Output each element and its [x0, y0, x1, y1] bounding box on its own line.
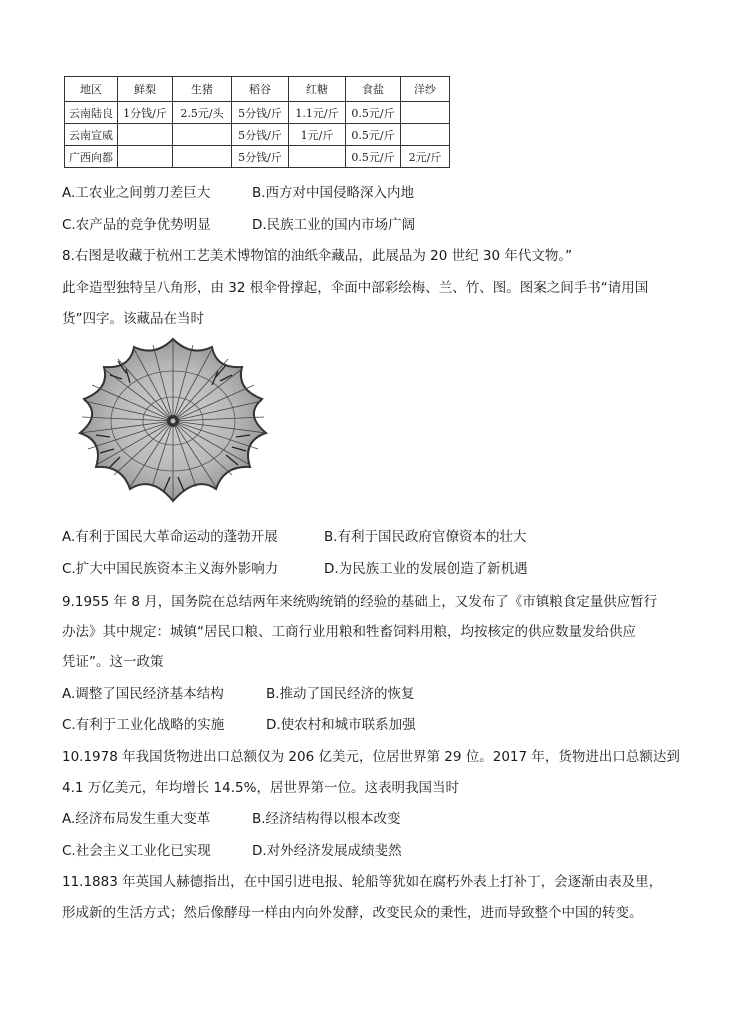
price-table — [64, 76, 450, 168]
table-cell — [289, 146, 346, 168]
table-cell: 云南宣威 — [65, 124, 118, 146]
header-cell: 地区 — [65, 77, 118, 102]
table-row — [65, 124, 450, 146]
table-row — [65, 102, 450, 124]
header-cell: 鲜梨 — [118, 77, 173, 102]
header-cell: 食盐 — [346, 77, 401, 102]
table-cell: 0.5元/斤 — [346, 102, 401, 124]
table-cell: 广西向都 — [65, 146, 118, 168]
q8-option-a[interactable]: A.有利于国民大革命运动的蓬勃开展 — [62, 529, 278, 545]
table-header-row — [65, 77, 450, 102]
table-cell — [173, 146, 232, 168]
q11-stem-line-1: 11.1883 年英国人赫德指出，在中国引进电报、轮船等犹如在腐朽外表上打补丁，会逐渐由表及里， — [62, 874, 663, 890]
q10-option-d[interactable]: D.对外经济发展成绩斐然 — [252, 843, 402, 859]
table-cell: 5分钱/斤 — [232, 124, 289, 146]
q8-stem-line-3: 货”四字。该藏品在当时 — [62, 311, 204, 327]
table-cell: 云南陆良 — [65, 102, 118, 124]
q8-option-d[interactable]: D.为民族工业的发展创造了新机遇 — [324, 561, 528, 577]
table-cell: 1元/斤 — [289, 124, 346, 146]
q9-stem-line-2: 办法》其中规定：城镇“居民口粮、工商行业用粮和牲畜饲料用粮，均按核定的供应数量发给供应 — [62, 624, 636, 640]
table-cell: 5分钱/斤 — [232, 146, 289, 168]
q8-stem-line-1: 8.右图是收藏于杭州工艺美术博物馆的油纸伞藏品，此展品为 20 世纪 30 年代文物。” — [62, 248, 573, 264]
q7-option-a[interactable]: A.工农业之间剪刀差巨大 — [62, 185, 211, 201]
header-cell: 红糖 — [289, 77, 346, 102]
table-cell — [118, 124, 173, 146]
q9-option-a[interactable]: A.调整了国民经济基本结构 — [62, 686, 224, 702]
q9-stem-line-3: 凭证”。这一政策 — [62, 654, 164, 670]
q7-option-c[interactable]: C.农产品的竞争优势明显 — [62, 217, 211, 233]
q11-stem-line-2: 形成新的生活方式；然后像酵母一样由内向外发酵，改变民众的秉性，进而导致整个中国的转变。 — [62, 905, 643, 921]
q10-option-c[interactable]: C.社会主义工业化已实现 — [62, 843, 211, 859]
q8-stem-line-2: 此伞造型独特呈八角形，由 32 根伞骨撑起，伞面中部彩绘梅、兰、竹、图。图案之间手书“请用国 — [62, 280, 649, 296]
table-cell: 0.5元/斤 — [346, 146, 401, 168]
q9-stem-line-1: 9.1955 年 8 月，国务院在总结两年来统购统销的经验的基础上，又发布了《市镇粮食定量供应暂行 — [62, 594, 658, 610]
table-cell: 1分钱/斤 — [118, 102, 173, 124]
table-cell: 5分钱/斤 — [232, 102, 289, 124]
table-cell — [173, 124, 232, 146]
q8-option-b[interactable]: B.有利于国民政府官僚资本的壮大 — [324, 529, 527, 545]
table-row — [65, 146, 450, 168]
q10-option-a[interactable]: A.经济布局发生重大变革 — [62, 811, 211, 827]
header-cell: 生猪 — [173, 77, 232, 102]
table-cell — [401, 124, 450, 146]
q9-option-c[interactable]: C.有利于工业化战略的实施 — [62, 717, 225, 733]
header-cell: 稻谷 — [232, 77, 289, 102]
table-cell — [118, 146, 173, 168]
table-cell: 2元/斤 — [401, 146, 450, 168]
table-cell: 2.5元/头 — [173, 102, 232, 124]
oil-paper-umbrella-image — [66, 337, 280, 505]
q8-option-c[interactable]: C.扩大中国民族资本主义海外影响力 — [62, 561, 279, 577]
q7-option-d[interactable]: D.民族工业的国内市场广阔 — [252, 217, 416, 233]
table-cell: 1.1元/斤 — [289, 102, 346, 124]
q10-stem-line-1: 10.1978 年我国货物进出口总额仅为 206 亿美元，位居世界第 29 位。2017 年，货物进出口总额达到 — [62, 749, 680, 765]
q9-option-b[interactable]: B.推动了国民经济的恢复 — [266, 686, 415, 702]
table-cell — [401, 102, 450, 124]
q10-stem-line-2: 4.1 万亿美元，年均增长 14.5%，居世界第一位。这表明我国当时 — [62, 780, 459, 796]
q10-option-b[interactable]: B.经济结构得以根本改变 — [252, 811, 401, 827]
header-cell: 洋纱 — [401, 77, 450, 102]
q9-option-d[interactable]: D.使农村和城市联系加强 — [266, 717, 416, 733]
table-cell: 0.5元/斤 — [346, 124, 401, 146]
q7-option-b[interactable]: B.西方对中国侵略深入内地 — [252, 185, 415, 201]
